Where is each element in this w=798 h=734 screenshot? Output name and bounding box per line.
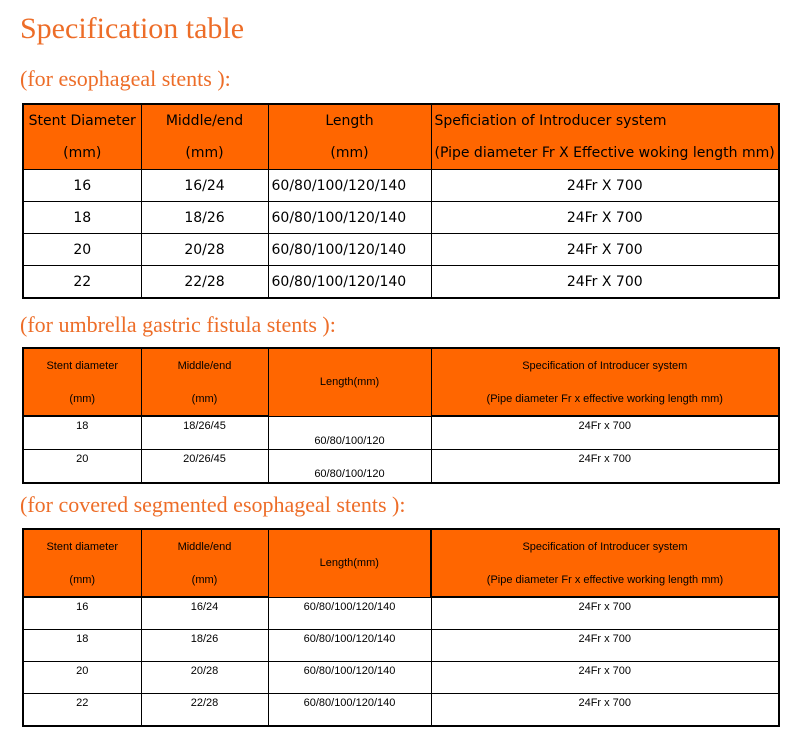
table-row [23, 662, 779, 694]
header-cell: Stent diameter [23, 529, 141, 563]
table-row [23, 630, 779, 662]
table-row [23, 170, 779, 202]
section-heading-esophageal: (for esophageal stents ): [20, 66, 231, 91]
header-cell: (mm) [23, 563, 141, 597]
page-title: Specification table [20, 12, 245, 45]
diameter-cell: 16 [23, 170, 141, 202]
header-cell: (mm) [141, 563, 268, 597]
length-cell: 60/80/100/120/140 [268, 630, 431, 662]
diameter-cell: 16 [23, 597, 141, 630]
middle-end-cell: 22/28 [141, 694, 268, 727]
header-cell: (mm) [268, 137, 431, 170]
introducer-cell: 24Fr x 700 [431, 416, 779, 450]
introducer-cell: 24Fr x 700 [431, 597, 779, 630]
header-cell: (mm) [23, 382, 141, 416]
introducer-cell: 24Fr x 700 [431, 662, 779, 694]
introducer-cell: 24Fr X 700 [431, 266, 779, 299]
diameter-cell: 18 [23, 416, 141, 450]
middle-end-cell: 20/26/45 [141, 450, 268, 484]
table-row [23, 202, 779, 234]
umbrella-spec-table [22, 347, 780, 484]
header-cell: Stent Diameter [23, 104, 141, 137]
diameter-cell: 18 [23, 630, 141, 662]
introducer-cell: 24Fr X 700 [431, 202, 779, 234]
diameter-cell: 20 [23, 662, 141, 694]
covered-segmented-spec-table [22, 528, 780, 727]
introducer-cell: 24Fr X 700 [431, 170, 779, 202]
length-cell: 60/80/100/120/140 [268, 234, 431, 266]
diameter-cell: 20 [23, 234, 141, 266]
middle-end-cell: 18/26 [141, 202, 268, 234]
header-cell: Stent diameter [23, 348, 141, 382]
middle-end-cell: 20/28 [141, 234, 268, 266]
table-row [23, 234, 779, 266]
introducer-cell: 24Fr x 700 [431, 450, 779, 484]
section-heading-covered-segmented: (for covered segmented esophageal stents ): [20, 492, 406, 517]
length-cell: 60/80/100/120/140 [268, 170, 431, 202]
header-cell: Length(mm) [268, 348, 431, 416]
header-cell: Middle/end [141, 348, 268, 382]
table-row [23, 694, 779, 727]
middle-end-cell: 18/26/45 [141, 416, 268, 450]
introducer-cell: 24Fr X 700 [431, 234, 779, 266]
header-cell: Length [268, 104, 431, 137]
table-row [23, 450, 779, 484]
header-cell: Speficiation of Introducer system [431, 104, 779, 137]
header-cell: (mm) [23, 137, 141, 170]
length-cell: 60/80/100/120/140 [268, 597, 431, 630]
length-cell: 60/80/100/120/140 [268, 202, 431, 234]
length-cell: 60/80/100/120 [268, 450, 431, 484]
introducer-cell: 24Fr x 700 [431, 630, 779, 662]
header-cell: Specification of Introducer system [431, 529, 779, 563]
diameter-cell: 22 [23, 266, 141, 299]
diameter-cell: 18 [23, 202, 141, 234]
header-cell: (Pipe diameter Fr x effective working length mm) [431, 382, 779, 416]
header-cell: Middle/end [141, 529, 268, 563]
length-cell: 60/80/100/120/140 [268, 662, 431, 694]
table-row [23, 416, 779, 450]
table-header-row [23, 137, 779, 170]
esophageal-spec-table [22, 103, 780, 299]
middle-end-cell: 16/24 [141, 597, 268, 630]
header-cell: Length(mm) [268, 529, 431, 597]
middle-end-cell: 18/26 [141, 630, 268, 662]
diameter-cell: 22 [23, 694, 141, 727]
table-header-row [23, 348, 779, 382]
section-heading-umbrella: (for umbrella gastric fistula stents ): [20, 312, 336, 337]
introducer-cell: 24Fr x 700 [431, 694, 779, 727]
header-cell: (Pipe diameter Fr X Effective woking length mm) [431, 137, 779, 170]
table-header-row [23, 104, 779, 137]
table-row [23, 266, 779, 299]
header-cell: (Pipe diameter Fr x effective working length mm) [431, 563, 779, 597]
length-cell: 60/80/100/120 [268, 416, 431, 450]
table-row [23, 597, 779, 630]
middle-end-cell: 16/24 [141, 170, 268, 202]
middle-end-cell: 20/28 [141, 662, 268, 694]
length-cell: 60/80/100/120/140 [268, 694, 431, 727]
header-cell: Specification of Introducer system [431, 348, 779, 382]
header-cell: Middle/end [141, 104, 268, 137]
diameter-cell: 20 [23, 450, 141, 484]
table-header-row [23, 529, 779, 563]
header-cell: (mm) [141, 137, 268, 170]
middle-end-cell: 22/28 [141, 266, 268, 299]
header-cell: (mm) [141, 382, 268, 416]
length-cell: 60/80/100/120/140 [268, 266, 431, 299]
